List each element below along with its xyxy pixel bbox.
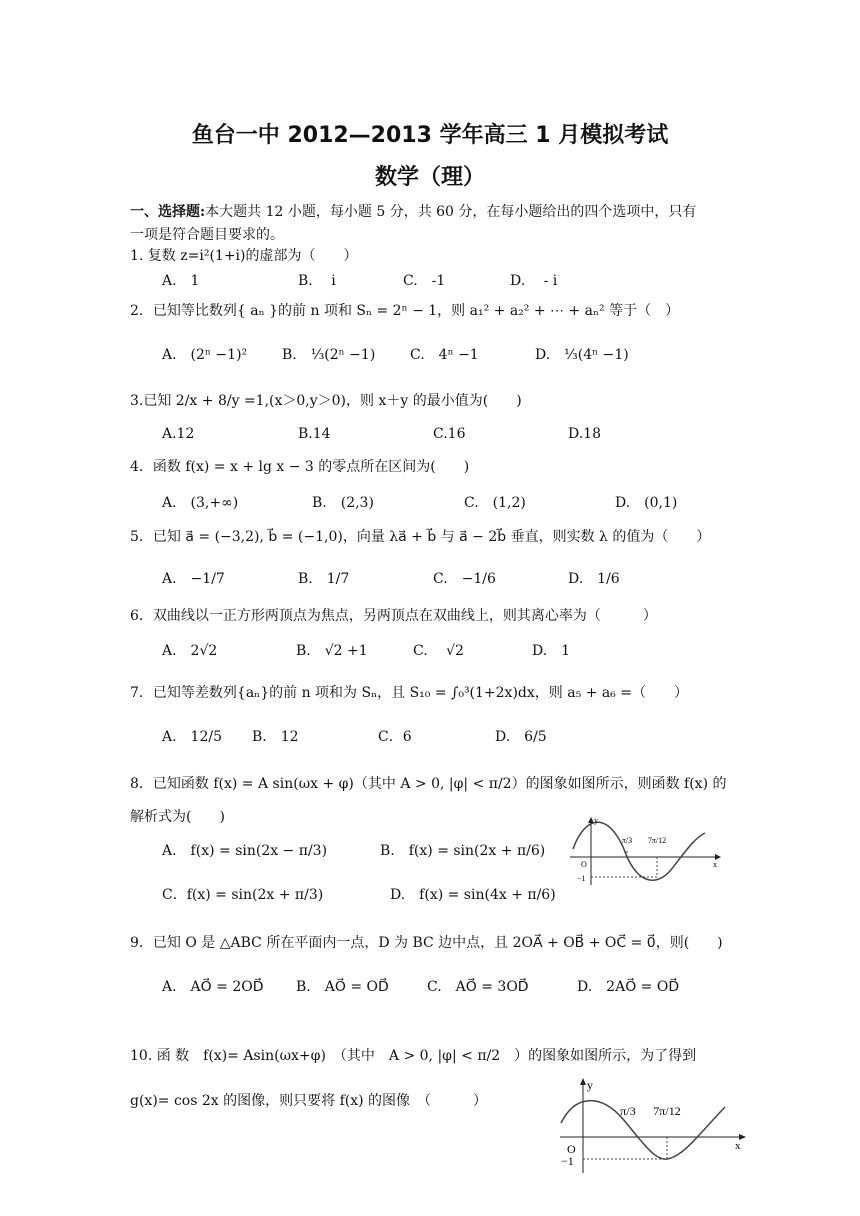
- question-8-stem-2: 解析式为( ): [130, 809, 225, 825]
- tick-label-1: π/3: [620, 1104, 636, 1118]
- question-10-graph: [555, 1075, 750, 1175]
- question-6-option-b: B. √2 +1: [296, 643, 368, 659]
- question-9-option-c: C. AO⃗ = 3OD⃗: [427, 979, 529, 995]
- question-2-option-b: B. ⅓(2ⁿ −1): [282, 347, 376, 363]
- section-instructions: [130, 201, 696, 221]
- question-10-stem-2: g(x)= cos 2x 的图像，则只要将 f(x) 的图像 （ ）: [130, 1093, 488, 1109]
- question-8-option-b: B. f(x) = sin(2x + π/6): [380, 843, 546, 859]
- question-4-option-b: B. (2,3): [312, 495, 374, 511]
- tick-label-2: 7π/12: [653, 1104, 681, 1118]
- tick-label-2: 7π/12: [647, 836, 667, 845]
- section-text-2: 一项是符合题目要求的。: [130, 227, 284, 243]
- minus-one-label: −1: [577, 874, 586, 883]
- question-10-stem: 10. 函 数 f(x)= Asin(ωx+φ) （其中 A > 0, |φ| < π/2 ）的图象如图所示，为了得到: [130, 1048, 697, 1064]
- question-9-option-a: A. AO⃗ = 2OD⃗: [162, 979, 264, 995]
- question-3-option-b: B.14: [298, 426, 331, 442]
- question-3-stem: 3.已知 2/x + 8/y =1,(x＞0,y＞0)，则 x＋y 的最小值为( ): [130, 393, 522, 409]
- question-8-option-c: C．f(x) = sin(2x + π/3): [162, 887, 324, 903]
- question-6-option-a: A. 2√2: [162, 643, 218, 659]
- question-1-stem: 1. 复数 z=i²(1+i)的虚部为（ ）: [130, 248, 358, 264]
- question-6-stem: 6．双曲线以一正方形两顶点为焦点，另两顶点在双曲线上，则其离心率为（ ）: [130, 608, 657, 624]
- y-label: y: [587, 1078, 593, 1092]
- question-8-option-a: A. f(x) = sin(2x − π/3): [162, 843, 328, 859]
- question-8-stem: 8．已知函数 f(x) = A sin(ωx + φ)（其中 A > 0, |φ| < π/2）的图象如图所示，则函数 f(x) 的: [130, 776, 727, 792]
- question-2-option-d: D. ⅓(4ⁿ −1): [535, 347, 629, 363]
- question-9-option-d: D. 2AO⃗ = OD⃗: [577, 979, 680, 995]
- y-axis-arrow: [580, 1078, 586, 1085]
- tick-label-1: π/3: [621, 836, 633, 845]
- origin-label: O: [567, 1142, 576, 1156]
- section-text-1: 本大题共 12 小题，每小题 5 分，共 60 分，在每小题给出的四个选项中，只有: [205, 204, 697, 220]
- question-1-option-b: B. i: [298, 273, 336, 289]
- question-5-option-d: D. 1/6: [568, 571, 620, 587]
- question-4-stem: 4．函数 f(x) = x + lg x − 3 的零点所在区间为( ): [130, 459, 470, 475]
- question-3-option-a: A.12: [162, 426, 195, 442]
- question-3-option-c: C.16: [433, 426, 466, 442]
- sine-curve: [561, 1101, 725, 1159]
- y-label: y: [594, 816, 598, 825]
- question-5-option-c: C. −1/6: [433, 571, 496, 587]
- x-label: x: [713, 860, 717, 869]
- question-7-option-b: B. 12: [252, 729, 299, 745]
- sine-curve: [573, 822, 705, 880]
- question-5-option-a: A. −1/7: [162, 571, 225, 587]
- question-4-option-c: C. (1,2): [464, 495, 526, 511]
- question-3-option-d: D.18: [568, 426, 601, 442]
- page-title: 鱼台一中 2012—2013 学年高三 1 月模拟考试: [191, 123, 669, 148]
- question-1-option-d: D. - i: [510, 273, 558, 289]
- question-9-stem: 9．已知 O 是 △ABC 所在平面内一点，D 为 BC 边中点，且 2OA⃗ + OB⃗ + OC⃗ = 0⃗，则( ): [130, 935, 723, 951]
- question-1-option-a: A. 1: [162, 273, 200, 289]
- question-5-stem: 5．已知 a⃗ = (−3,2), b⃗ = (−1,0)，向量 λa⃗ + b⃗ 与 a⃗ − 2b⃗ 垂直，则实数 λ 的值为（ ）: [130, 529, 711, 545]
- question-7-option-d: D. 6/5: [495, 729, 547, 745]
- question-2-option-c: C. 4ⁿ −1: [410, 347, 479, 363]
- question-6-option-c: C. √2: [413, 643, 464, 659]
- page-subtitle: 数学（理）: [374, 165, 485, 190]
- minus-one-label: −1: [561, 1154, 574, 1168]
- origin-label: O: [581, 860, 587, 869]
- question-7-option-a: A. 12/5: [162, 729, 222, 745]
- question-2-option-a: A. (2ⁿ −1)²: [162, 347, 248, 363]
- question-5-option-b: B. 1/7: [298, 571, 350, 587]
- question-6-option-d: D. 1: [532, 643, 571, 659]
- question-2-stem: 2．已知等比数列{ aₙ }的前 n 项和 Sₙ = 2ⁿ − 1，则 a₁² + a₂² + ⋯ + aₙ² 等于（ ）: [130, 303, 680, 319]
- question-8-option-d: D. f(x) = sin(4x + π/6): [390, 887, 556, 903]
- question-4-option-a: A. (3,+∞): [162, 495, 239, 511]
- question-7-option-c: C．6: [378, 729, 412, 745]
- x-label: x: [735, 1140, 741, 1152]
- question-1-option-c: C. -1: [403, 273, 446, 289]
- question-9-option-b: B. AO⃗ = OD⃗: [296, 979, 389, 995]
- question-4-option-d: D. (0,1): [615, 495, 678, 511]
- question-7-stem: 7．已知等差数列{aₙ}的前 n 项和为 Sₙ，且 S₁₀ = ∫₀³(1+2x)dx，则 a₅ + a₆ =（ ）: [130, 685, 688, 701]
- section-heading: 一、选择题:: [130, 204, 206, 220]
- question-8-graph: [565, 815, 725, 890]
